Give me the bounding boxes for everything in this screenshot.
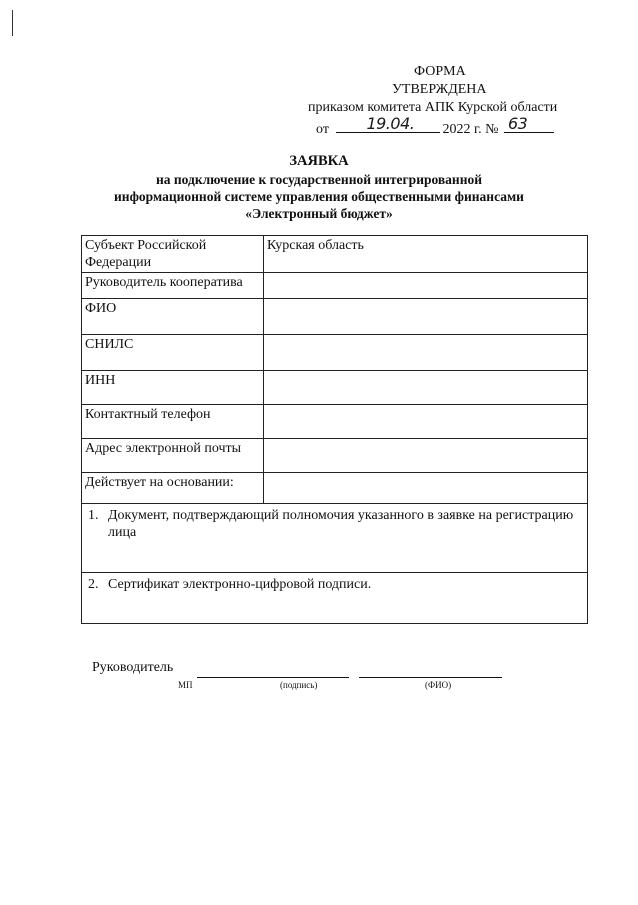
row-label: Руководитель кооператива [82,273,264,299]
number-blank [504,114,554,133]
row-value [264,273,588,299]
list-item [85,505,584,541]
title-line-1: на подключение к государственной интегрированной [155,172,483,187]
stamp-place-label: МП [178,680,193,690]
row-label: СНИЛС [82,335,264,371]
table-row [82,371,588,405]
handwritten-number: 63 [507,114,528,133]
row-label: Контактный телефон [82,405,264,439]
title-line-2: информационной системе управления общественными финансами [114,189,524,204]
table-row [82,473,588,504]
row-label: Субъект Российской Федерации [82,236,264,273]
date-number-line [316,114,554,138]
row-value [264,473,588,504]
table-row [82,573,588,624]
from-label: от [316,122,329,137]
document-title: ЗАЯВКА [289,153,349,169]
row-value: Курская область [264,236,588,273]
row-label: Адрес электронной почты [82,439,264,473]
row-label: Действует на основании: [82,473,264,504]
table-row [82,504,588,573]
signature-line [197,676,349,678]
application-table [81,235,588,624]
signature-caption: (подпись) [280,680,318,690]
form-label: ФОРМА [414,64,466,79]
document-item-cell [82,573,588,624]
approved-label: УТВЕРЖДЕНА [392,82,487,97]
scan-edge-mark [12,10,13,36]
row-value [264,299,588,335]
item-number: 2. [88,577,99,592]
table-row [82,405,588,439]
row-value [264,405,588,439]
signature-label: Руководитель [92,660,174,675]
date-blank [336,114,440,133]
table-row [82,299,588,335]
name-caption: (ФИО) [425,680,452,690]
name-line [359,676,502,678]
item-text: Документ, подтверждающий полномочия указанного в заявке на регистрацию лица [108,508,574,540]
item-text: Сертификат электронно-цифровой подписи. [108,577,372,592]
row-label: ИНН [82,371,264,405]
table-row [82,236,588,273]
row-value [264,371,588,405]
row-label: ФИО [82,299,264,335]
title-line-3: «Электронный бюджет» [245,206,393,221]
list-item [85,574,584,593]
row-value [264,335,588,371]
document-item-cell [82,504,588,573]
order-reference: приказом комитета АПК Курской области [308,100,558,115]
table-row [82,273,588,299]
year-number-label: 2022 г. № [442,122,499,137]
handwritten-date: 19.04. [366,114,415,133]
table-row [82,439,588,473]
row-value [264,439,588,473]
item-number: 1. [88,508,99,523]
table-row [82,335,588,371]
